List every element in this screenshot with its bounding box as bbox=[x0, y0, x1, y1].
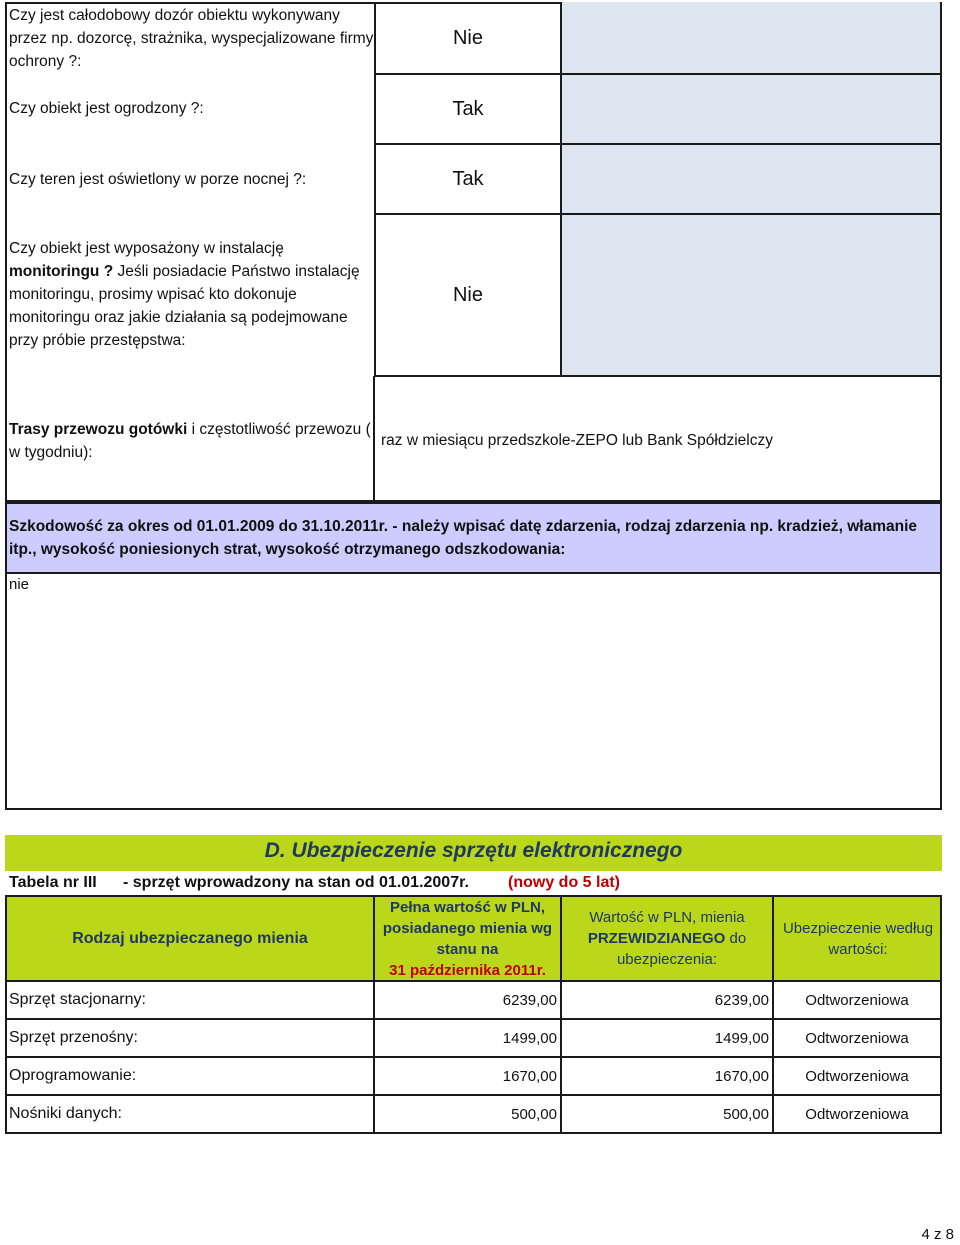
question-guard: Czy jest całodobowy dozór obiektu wykonywany przez np. dozorcę, strażnika, wyspecjalizowane firmy ochrony ?: bbox=[9, 7, 374, 70]
claims-header-itp: itp. bbox=[9, 541, 33, 558]
row-item-name: Oprogramowanie: bbox=[9, 1067, 137, 1084]
answer-fence: Tak bbox=[374, 74, 560, 144]
col3-line2-rest: do bbox=[725, 930, 747, 947]
claims-header-line1: Szkodowość za okres od 01.01.2009 do 31.10.2011r. - należy wpisać datę zdarzenia, rodzaj zdarzenia np. kradzież, włamanie bbox=[9, 518, 917, 535]
transport-cell-divider bbox=[373, 376, 375, 502]
row-basis: Odtworzeniowa bbox=[772, 1094, 942, 1134]
col4-line2: wartości: bbox=[828, 940, 888, 958]
page-number: 4 z 8 bbox=[921, 1226, 954, 1243]
col2-line4: 31 października 2011r. bbox=[389, 961, 546, 979]
row-basis: Odtworzeniowa bbox=[772, 1018, 942, 1058]
table-label: Tabela nr III bbox=[9, 874, 97, 891]
transport-label-bold: Trasy przewozu gotówki bbox=[9, 421, 188, 438]
claims-header-text bbox=[9, 515, 937, 561]
answer-monitoring: Nie bbox=[374, 214, 560, 376]
claims-header-line2: , wysokość poniesionych strat, wysokość otrzymanego odszkodowania: bbox=[32, 541, 566, 558]
col-header-full-value bbox=[373, 895, 560, 982]
claims-value: nie bbox=[9, 576, 30, 593]
question-monitoring-bold: monitoringu ? bbox=[9, 263, 114, 280]
col2-line3: stanu na bbox=[436, 940, 499, 958]
question-monitoring bbox=[9, 237, 371, 352]
answer-guard-extra bbox=[560, 2, 942, 74]
row-insured-value: 500,00 bbox=[560, 1094, 772, 1134]
answer-lighting: Tak bbox=[374, 144, 560, 214]
col-header-basis bbox=[772, 895, 942, 982]
row-insured-value: 6239,00 bbox=[560, 980, 772, 1020]
col-header-insured-value bbox=[560, 895, 772, 982]
row-divider bbox=[374, 213, 942, 215]
row-item-name: Sprzęt stacjonarny: bbox=[9, 991, 146, 1008]
transport-value: raz w miesiącu przedszkole-ZEPO lub Bank Spółdzielczy bbox=[381, 432, 773, 449]
answer-lighting-extra bbox=[560, 144, 942, 214]
row-divider bbox=[374, 143, 942, 145]
claims-body bbox=[5, 572, 942, 810]
transport-label bbox=[9, 418, 374, 464]
question-lighting: Czy teren jest oświetlony w porze nocnej ?: bbox=[9, 171, 307, 188]
question-monitoring-line1: Czy obiekt jest wyposażony w instalację bbox=[9, 240, 284, 257]
row-basis: Odtworzeniowa bbox=[772, 1056, 942, 1096]
row-full-value: 1499,00 bbox=[373, 1018, 560, 1058]
section-d-title: D. Ubezpieczenie sprzętu elektronicznego bbox=[264, 839, 683, 862]
col-header-type-text: Rodzaj ubezpieczanego mienia bbox=[72, 930, 308, 947]
row-item-name: Nośniki danych: bbox=[9, 1105, 122, 1122]
col2-line2: posiadanego mienia wg bbox=[382, 919, 553, 937]
row-full-value: 500,00 bbox=[373, 1094, 560, 1134]
answer-monitoring-extra bbox=[560, 214, 942, 376]
table-desc: - sprzęt wprowadzony na stan od 01.01.2007r. bbox=[123, 874, 469, 891]
row-item-name: Sprzęt przenośny: bbox=[9, 1029, 138, 1046]
transport-label-rest: i częstotliwość przewozu ( w tygodniu): bbox=[9, 421, 371, 461]
col3-line1: Wartość w PLN, mienia bbox=[589, 909, 745, 926]
col-header-type bbox=[7, 897, 373, 980]
row-insured-value: 1499,00 bbox=[560, 1018, 772, 1058]
answer-fence-extra bbox=[560, 74, 942, 144]
col2-line1: Pełna wartość w PLN, bbox=[389, 898, 546, 916]
row-divider bbox=[374, 375, 942, 377]
question-fence: Czy obiekt jest ogrodzony ?: bbox=[9, 100, 204, 117]
col4-line1: Ubezpieczenie według bbox=[782, 919, 934, 937]
col3-line3: ubezpieczenia: bbox=[616, 951, 718, 968]
table-note: (nowy do 5 lat) bbox=[508, 874, 620, 891]
row-full-value: 6239,00 bbox=[373, 980, 560, 1020]
question-monitoring-rest: Jeśli posiadacie Państwo instalację monitoringu, prosimy wpisać kto dokonuje monitoringu oraz jakie działania są podejmowane przy próbie przestępstwa: bbox=[9, 263, 360, 349]
col3-line2-bold: PRZEWIDZIANEGO bbox=[587, 930, 726, 947]
answer-guard: Nie bbox=[374, 2, 560, 74]
row-insured-value: 1670,00 bbox=[560, 1056, 772, 1096]
row-divider bbox=[374, 73, 942, 75]
row-full-value: 1670,00 bbox=[373, 1056, 560, 1096]
row-basis: Odtworzeniowa bbox=[772, 980, 942, 1020]
